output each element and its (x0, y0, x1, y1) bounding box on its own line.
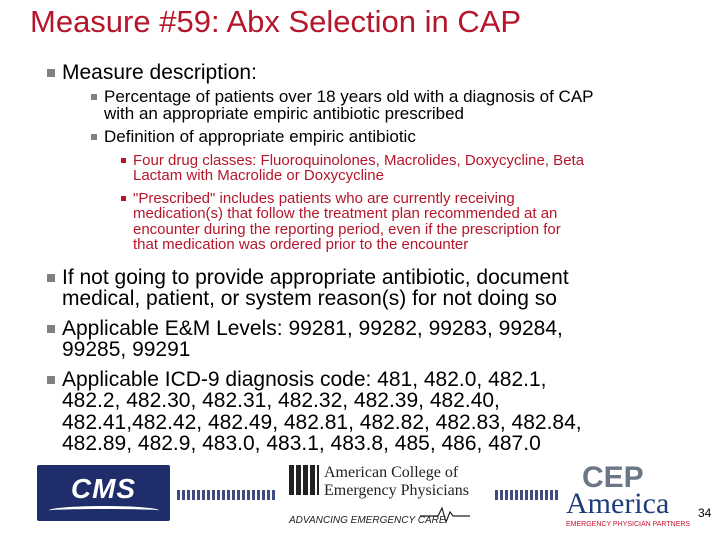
bullet-text-line: 482.89, 482.9, 483.0, 483.1, 483.8, 485, 486, 487.0 (62, 432, 541, 456)
cep-tagline: EMERGENCY PHYSICIAN PARTNERS (566, 521, 691, 528)
cms-logo-text: CMS (70, 473, 137, 504)
cms-swoosh-icon (49, 506, 159, 515)
bullet-text-line: medical, patient, or system reason(s) for not doing so (62, 287, 557, 311)
bullet-definition (104, 128, 416, 145)
bullet-text-line: Lactam with Macrolide or Doxycycline (133, 167, 384, 185)
cms-logo (37, 465, 170, 521)
bullet-text-line: Four drug classes: Fluoroquinolones, Macrolides, Doxycycline, Beta (133, 152, 585, 169)
bullet-text-line: Applicable E&M Levels: 99281, 99282, 99283, 99284, (62, 317, 563, 340)
footer-logo-bar (0, 460, 720, 540)
stripe-divider-left (177, 490, 277, 500)
acep-logo-line: American College of (324, 464, 459, 481)
stripe-divider-right (495, 490, 560, 500)
bullet-text-line: 482.2, 482.30, 482.31, 482.32, 482.39, 482.40, (62, 389, 500, 413)
acep-tagline: ADVANCING EMERGENCY CARE (289, 515, 446, 526)
bullet-document-reason (62, 267, 569, 310)
bullet-text: Definition of appropriate empiric antibiotic (104, 127, 416, 146)
bullet-icd9-codes (62, 369, 582, 455)
bullet-text-line: 482.41,482.42, 482.49, 482.81, 482.82, 482.83, 482.84, (62, 410, 582, 434)
cep-logo-top: CEP (582, 461, 644, 494)
cep-logo-bottom: America (566, 487, 670, 520)
bullet-text-line: medication(s) that follow the treatment plan recommended at an (133, 205, 558, 223)
bullet-text-line: Percentage of patients over 18 years old with a diagnosis of CAP (104, 87, 594, 106)
bullet-text-line: that medication was ordered prior to the encounter (133, 235, 469, 253)
bullet-text-line: "Prescribed" includes patients who are currently receiving (133, 190, 515, 207)
ecg-line-icon (420, 504, 470, 524)
bullet-text-line: with an appropriate empiric antibiotic prescribed (104, 104, 465, 124)
acep-logo-line: Emergency Physicians (324, 481, 470, 499)
acep-logo-text (324, 464, 469, 500)
bullet-em-levels (62, 318, 563, 361)
bullet-text-line: Applicable ICD-9 diagnosis code: 481, 482.0, 482.1, (62, 368, 547, 391)
bullet-text-line: encounter during the reporting period, even if the prescription for (133, 220, 561, 238)
bullet-measure-description (62, 62, 257, 83)
bullet-text-line: If not going to provide appropriate antibiotic, document (62, 266, 569, 289)
bullet-text: Measure description: (62, 61, 257, 84)
slide-title: Measure #59: Abx Selection in CAP (30, 4, 522, 39)
bullet-drug-classes (133, 153, 584, 184)
bullet-text-line: 99285, 99291 (62, 338, 191, 362)
bullet-percentage (104, 88, 594, 123)
page-number: 34 (698, 506, 712, 520)
acep-emblem-icon (289, 465, 319, 495)
bullet-prescribed (133, 191, 561, 252)
